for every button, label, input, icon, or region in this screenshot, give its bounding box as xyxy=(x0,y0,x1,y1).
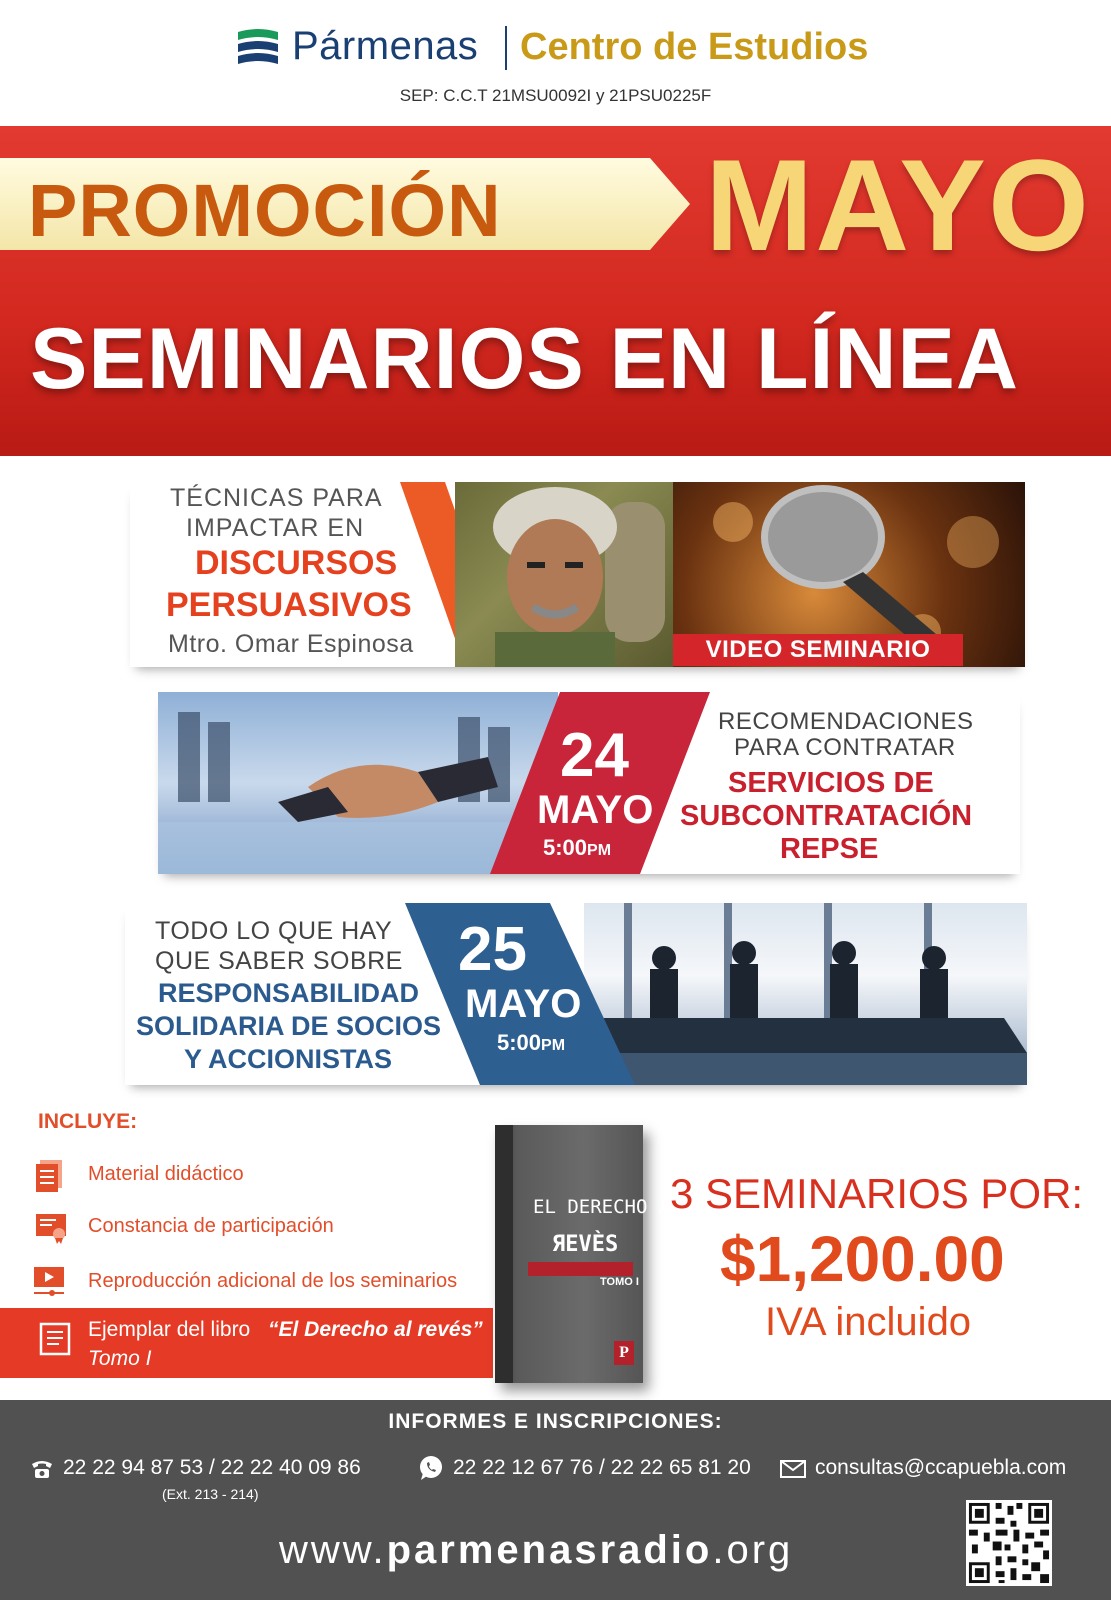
seminar2-title-line3: REPSE xyxy=(780,833,879,865)
video-seminar-badge: VIDEO SEMINARIO xyxy=(673,634,963,666)
seminar3-line1: TODO LO QUE HAY xyxy=(155,917,393,945)
seminar2-title-line1: SERVICIOS DE xyxy=(728,767,934,799)
whatsapp-numbers[interactable]: 22 22 12 67 76 / 22 22 65 81 20 xyxy=(453,1456,751,1479)
include-item-replay: Reproducción adicional de los seminarios xyxy=(88,1270,458,1292)
seminar1-title-line1: DISCURSOS xyxy=(195,544,398,582)
promo-title: PROMOCIÓN xyxy=(28,169,502,252)
price-tax-note: IVA incluido xyxy=(765,1300,972,1344)
website-link[interactable]: www.parmenasradio.org xyxy=(279,1528,794,1572)
include-item-material: Material didáctico xyxy=(88,1163,244,1185)
seminar2-month: MAYO xyxy=(537,788,654,832)
documents-icon xyxy=(34,1158,68,1192)
include-item-book-title: “El Derecho al revés” xyxy=(268,1318,483,1341)
book-band xyxy=(528,1262,633,1276)
email-address[interactable]: consultas@ccapuebla.com xyxy=(815,1456,1067,1479)
seminar1-line1: TÉCNICAS PARA xyxy=(170,484,383,512)
footer-title: INFORMES E INSCRIPCIONES: xyxy=(388,1410,723,1433)
include-item-book-label: Ejemplar del libro xyxy=(88,1318,251,1341)
seminar3-title-line2: SOLIDARIA DE SOCIOS xyxy=(136,1011,442,1041)
seminar3-month: MAYO xyxy=(465,982,582,1026)
seminar3-time: 5:00PM xyxy=(497,1030,566,1055)
parmenas-logo-icon xyxy=(236,26,280,70)
price-amount: $1,200.00 xyxy=(720,1223,1005,1295)
seminar3-title-line1: RESPONSABILIDAD xyxy=(158,978,420,1008)
sep-registration: SEP: C.C.T 21MSU0092I y 21PSU0225F xyxy=(399,86,712,105)
book-title-line1: EL DERECHO AL xyxy=(533,1196,682,1218)
seminar2-line1: RECOMENDACIONES xyxy=(718,708,974,735)
seminar3-title-line3: Y ACCIONISTAS xyxy=(184,1044,393,1074)
include-item-book-volume: Tomo I xyxy=(88,1347,152,1370)
brand-name: Pármenas xyxy=(292,24,479,68)
seminar2-day: 24 xyxy=(560,721,629,790)
publisher-logo: P xyxy=(614,1341,634,1365)
includes-title: INCLUYE: xyxy=(38,1110,138,1133)
include-item-certificate: Constancia de participación xyxy=(88,1215,334,1237)
seminar2-title-line2: SUBCONTRATACIÓN xyxy=(680,800,973,832)
brand-divider xyxy=(505,26,507,70)
telephone-icon xyxy=(30,1458,54,1480)
seminar3-day: 25 xyxy=(458,915,527,984)
book-volume: TOMO I xyxy=(600,1276,639,1288)
boardroom-photo xyxy=(584,903,1027,1085)
seminar1-line2: IMPACTAR EN xyxy=(186,514,365,542)
whatsapp-icon xyxy=(418,1455,444,1481)
seminar1-title-line2: PERSUASIVOS xyxy=(166,586,412,624)
certificate-icon xyxy=(34,1210,68,1244)
price-headline: 3 SEMINARIOS POR: xyxy=(670,1170,1084,1217)
email-icon xyxy=(780,1460,806,1478)
main-title: SEMINARIOS EN LÍNEA xyxy=(30,311,1019,407)
book-spine xyxy=(495,1125,513,1383)
seminar2-line2: PARA CONTRATAR xyxy=(734,734,956,761)
phone-extension: (Ext. 213 - 214) xyxy=(162,1486,259,1502)
seminar3-line2: QUE SABER SOBRE xyxy=(155,947,403,975)
month-title: MAYO xyxy=(705,132,1092,278)
qr-code-icon[interactable] xyxy=(966,1500,1052,1586)
seminar1-speaker: Mtro. Omar Espinosa xyxy=(168,630,414,658)
video-player-icon xyxy=(32,1265,66,1299)
brand-subtitle: Centro de Estudios xyxy=(520,26,869,68)
speaker-photo xyxy=(455,482,673,667)
seminar2-time: 5:00PM xyxy=(543,835,612,860)
book-icon xyxy=(38,1322,72,1356)
phone-numbers[interactable]: 22 22 94 87 53 / 22 22 40 09 86 xyxy=(63,1456,361,1479)
book-title-line2: ЯEVÈS xyxy=(552,1232,619,1257)
